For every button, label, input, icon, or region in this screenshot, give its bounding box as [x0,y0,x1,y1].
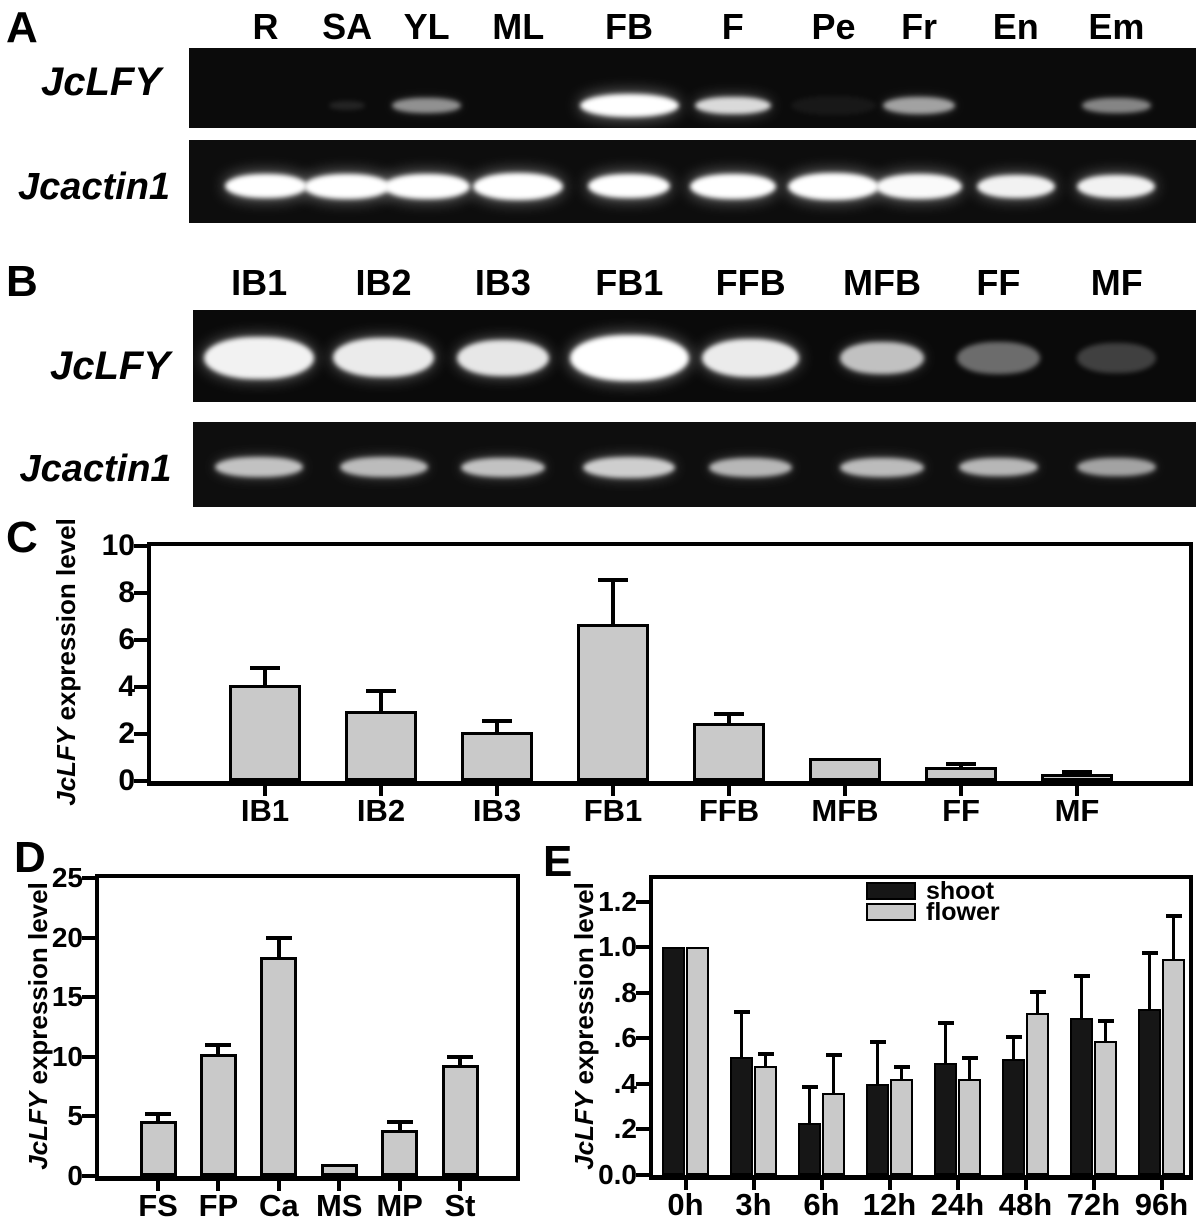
y-tick [134,544,147,548]
error-bar-cap [714,712,744,716]
error-bar-cap [962,1056,978,1060]
y-tick-label: 25 [3,862,83,894]
gel-band-b-mf [1077,343,1156,374]
chart-c-plot [147,542,1193,786]
error-bar-cap [1030,990,1046,994]
x-label-ib1: IB1 [210,794,320,828]
panel-e-letter: E [543,838,572,886]
panel-b-lane-labels [193,264,1196,304]
y-tick [636,945,649,949]
x-label-ca: Ca [224,1189,334,1223]
e-y-axis-title-rest: expression level [569,882,599,1092]
lane-label-ib2: IB2 [329,264,439,302]
lane-label-mfb: MFB [827,264,937,302]
x-label-mfb: MFB [790,794,900,828]
legend-swatch-shoot [866,882,916,900]
lane-label-fb1: FB1 [574,264,684,302]
chart-e-plot [649,875,1193,1180]
error-bar-cap [387,1120,413,1124]
gel-band-a-em [1077,175,1155,198]
y-tick-label: 6 [55,624,135,656]
gel-band-b-mfb [840,342,924,374]
x-label-96h: 96h [1107,1188,1200,1222]
error-bar-cap [205,1043,231,1047]
x-label-0h: 0h [631,1188,741,1222]
error-bar-cap [946,762,976,766]
legend-swatch-flower [866,903,916,921]
lane-label-ff: FF [943,264,1053,302]
bar-flower-48h [1026,1013,1049,1175]
y-tick-label: .8 [557,977,637,1009]
panel-b-letter: B [6,258,38,306]
error-bar-cap [1142,951,1158,955]
lane-label-fb: FB [574,8,684,46]
bar-flower-3h [754,1066,777,1175]
lane-label-r: R [211,8,321,46]
x-label-fb1: FB1 [558,794,668,828]
gel-band-b-fb1 [583,457,675,478]
error-bar [379,691,383,712]
gel-band-a-em [1082,98,1151,114]
error-bar-cap [1166,914,1182,918]
gel-band-b-ib3 [457,340,549,376]
error-bar-cap [938,1021,954,1025]
error-bar [1012,1037,1015,1060]
error-bar-cap [366,689,396,693]
error-bar-cap [758,1052,774,1056]
gel-band-b-ib1 [215,457,303,477]
bar-ff [925,767,997,781]
bar-ffb [693,723,765,781]
bar-shoot-3h [730,1057,753,1175]
y-tick-label: 8 [55,577,135,609]
y-tick-label: .6 [557,1022,637,1054]
panel-c-letter: C [6,514,38,562]
y-tick-label: 20 [3,922,83,954]
lane-label-en: En [961,8,1071,46]
bar-ib1 [229,685,301,781]
y-tick [82,1114,95,1118]
bar-shoot-72h [1070,1018,1093,1175]
lane-label-pe: Pe [778,8,888,46]
y-tick [636,1036,649,1040]
gel-band-a-ml [473,173,563,199]
gene-label-b-jcactin1: Jcactin1 [8,448,183,491]
lane-label-sa: SA [292,8,402,46]
gel-band-a-pe [791,96,877,116]
gel-band-b-fb1 [570,335,689,381]
bar-ib3 [461,732,533,781]
y-tick-label: 5 [3,1100,83,1132]
gene-label-a-jcactin1: Jcactin1 [8,166,180,209]
error-bar [900,1067,903,1081]
y-tick-label: 2 [55,718,135,750]
gel-band-b-mf [1077,458,1156,476]
bar-fp [200,1054,237,1176]
error-bar [968,1058,971,1081]
gel-band-a-yl [384,174,470,199]
d-y-axis-title [22,866,54,1186]
error-bar [263,668,267,686]
bar-shoot-12h [866,1084,889,1175]
bar-shoot-6h [798,1123,821,1175]
y-tick [82,1174,95,1178]
error-bar-cap [802,1085,818,1089]
legend [866,881,1000,923]
chart-d-plot [95,874,520,1181]
error-bar [611,580,615,624]
gel-band-a-pe [788,173,878,199]
lane-label-fr: Fr [864,8,974,46]
bar-flower-0h [686,947,709,1175]
gel-band-a-r [225,174,307,198]
bar-shoot-24h [934,1063,957,1175]
gel-b-jclfy [193,310,1196,402]
gene-label-b-jclfy: JcLFY [30,344,190,389]
y-tick [134,591,147,595]
gel-a-jclfy [189,48,1196,128]
y-tick [82,995,95,999]
y-tick [636,1082,649,1086]
y-tick-label: 1.0 [557,931,637,963]
error-bar-cap [145,1112,171,1116]
gel-a-jcactin1 [189,140,1196,223]
y-tick-label: 0 [55,765,135,797]
bar-fb1 [577,624,649,781]
bar-st [442,1065,479,1176]
error-bar [876,1042,879,1085]
gel-band-b-mfb [840,458,924,477]
gel-band-a-fr [883,97,956,114]
x-label-ffb: FFB [674,794,784,828]
y-tick-label: 15 [3,981,83,1013]
error-bar-cap [266,936,292,940]
error-bar [1104,1021,1107,1041]
gel-band-b-ffb [709,458,793,477]
bar-flower-12h [890,1079,913,1175]
y-tick-label: 10 [3,1041,83,1073]
lane-label-ffb: FFB [696,264,806,302]
error-bar [832,1055,835,1094]
legend-label-flower: flower [926,898,1000,927]
error-bar-cap [870,1040,886,1044]
y-tick-label: 4 [55,671,135,703]
legend-item-flower [866,902,1000,922]
y-tick-label: 1.2 [557,886,637,918]
error-bar [1148,953,1151,1010]
x-label-3h: 3h [699,1188,809,1222]
error-bar-cap [1062,770,1092,774]
error-bar [1036,992,1039,1015]
d-y-axis-title-gene: JcLFY [23,1092,53,1170]
lane-label-f: F [678,8,788,46]
gel-band-b-ffb [702,339,799,376]
gel-band-b-ib2 [340,457,428,477]
bar-mf [1041,774,1113,781]
error-bar-cap [734,1010,750,1014]
x-label-72h: 72h [1039,1188,1149,1222]
gel-band-b-ib3 [461,458,545,477]
x-label-ib3: IB3 [442,794,552,828]
error-bar [1172,916,1175,959]
bar-ib2 [345,711,417,782]
e-y-axis-title-gene: JcLFY [569,1092,599,1170]
error-bar-cap [1074,974,1090,978]
error-bar [277,938,281,958]
bar-flower-6h [822,1093,845,1175]
y-tick [82,876,95,880]
y-tick [134,732,147,736]
gel-band-a-f [695,97,771,114]
gel-band-b-ib1 [204,337,314,380]
gel-band-a-fb [580,94,679,117]
y-tick [134,685,147,689]
gel-b-jcactin1 [193,422,1196,507]
y-tick [134,779,147,783]
lane-label-ml: ML [463,8,573,46]
y-tick [134,638,147,642]
bar-ms [321,1164,358,1176]
x-label-24h: 24h [903,1188,1013,1222]
y-tick-label: 0.0 [557,1159,637,1191]
bar-mp [381,1130,418,1176]
error-bar-cap [482,719,512,723]
c-y-axis-title-rest: expression level [51,518,81,728]
y-tick [82,1055,95,1059]
bar-ca [260,957,297,1176]
gel-band-a-fb [588,174,670,198]
legend-label-shoot: shoot [926,877,994,906]
bar-fs [140,1121,177,1176]
gel-band-a-en [977,175,1055,198]
gel-band-b-ff [957,342,1041,374]
error-bar-cap [894,1065,910,1069]
panel-d-letter: D [14,834,46,882]
x-label-mf: MF [1022,794,1132,828]
error-bar [740,1012,743,1058]
gel-band-a-f [690,174,776,199]
error-bar-cap [598,578,628,582]
gel-band-a-fr [876,174,962,199]
error-bar-cap [447,1055,473,1059]
x-label-48h: 48h [971,1188,1081,1222]
bar-flower-24h [958,1079,981,1175]
panel-a-lane-labels [189,8,1196,48]
x-label-ib2: IB2 [326,794,436,828]
x-label-ms: MS [284,1189,394,1223]
d-y-axis-title-rest: expression level [23,882,53,1092]
bar-flower-72h [1094,1041,1117,1175]
lane-label-em: Em [1061,8,1171,46]
gel-band-a-sa [304,174,390,199]
x-label-12h: 12h [835,1188,945,1222]
bar-shoot-96h [1138,1009,1161,1175]
lane-label-mf: MF [1062,264,1172,302]
x-label-st: St [405,1189,515,1223]
lane-label-ib1: IB1 [204,264,314,302]
error-bar-cap [1098,1019,1114,1023]
gel-band-a-yl [392,98,461,114]
y-tick [636,900,649,904]
error-bar [944,1023,947,1064]
x-label-fs: FS [103,1189,213,1223]
bar-mfb [809,758,881,782]
y-tick [82,936,95,940]
y-tick-label: .2 [557,1113,637,1145]
bar-flower-96h [1162,959,1185,1175]
y-tick [636,991,649,995]
y-tick [636,1127,649,1131]
error-bar-cap [250,666,280,670]
error-bar-cap [826,1053,842,1057]
gel-band-b-ff [959,458,1038,476]
lane-label-yl: YL [372,8,482,46]
x-label-ff: FF [906,794,1016,828]
error-bar [808,1087,811,1123]
gene-label-a-jclfy: JcLFY [21,60,181,105]
y-tick [636,1173,649,1177]
gel-band-a-sa [329,101,365,109]
c-y-axis-title-gene: JcLFY [51,728,81,806]
y-tick-label: 10 [55,530,135,562]
x-label-fp: FP [163,1189,273,1223]
error-bar-cap [1006,1035,1022,1039]
bar-shoot-0h [662,947,685,1175]
y-tick-label: .4 [557,1068,637,1100]
y-tick-label: 0 [3,1160,83,1192]
x-label-6h: 6h [767,1188,877,1222]
lane-label-ib3: IB3 [448,264,558,302]
panel-a-letter: A [6,4,38,52]
x-label-mp: MP [345,1189,455,1223]
error-bar [1080,976,1083,1019]
gel-band-b-ib2 [333,338,434,377]
bar-shoot-48h [1002,1059,1025,1175]
